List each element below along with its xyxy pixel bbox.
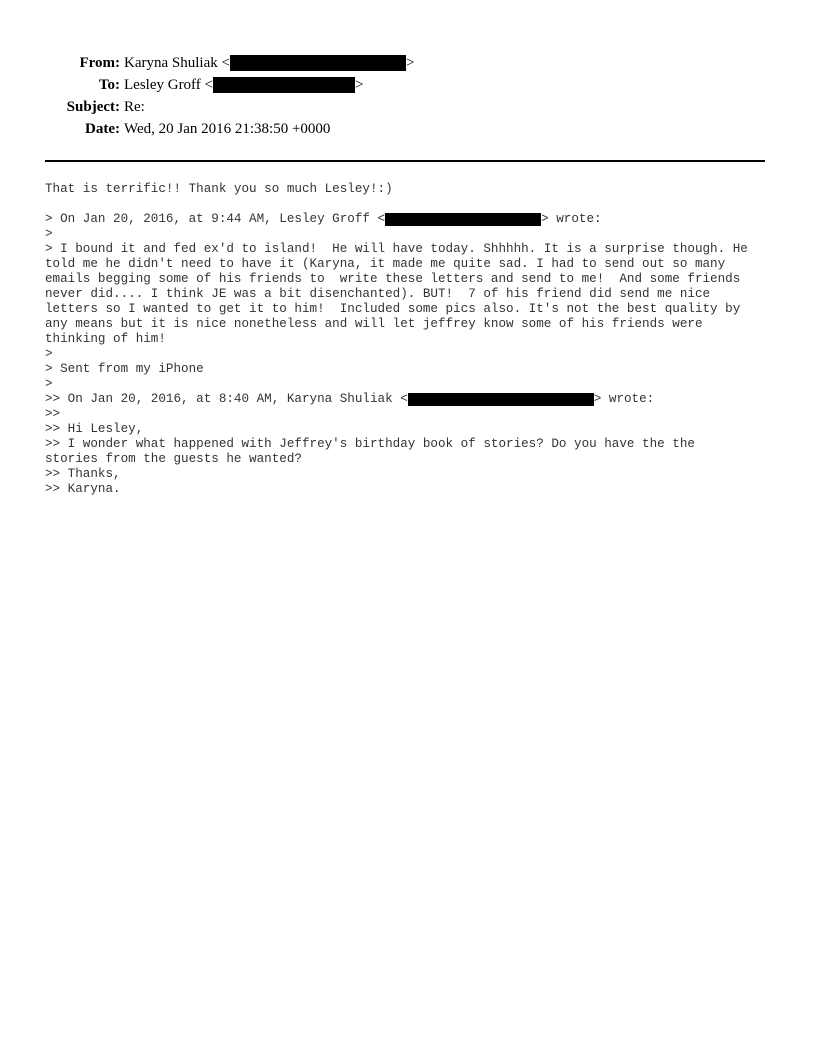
body-line: stories from the guests he wanted?	[45, 452, 302, 466]
body-line: >>	[45, 407, 61, 421]
email-header	[40, 52, 414, 140]
redaction-block	[213, 77, 355, 93]
to-value	[124, 74, 363, 96]
body-line: >	[45, 227, 53, 241]
email-body	[45, 182, 785, 497]
date-row	[40, 118, 414, 140]
date-value: Wed, 20 Jan 2016 21:38:50 +0000	[124, 121, 331, 137]
to-close: >	[355, 77, 364, 93]
header-divider	[45, 160, 765, 162]
quote-header-line	[45, 392, 785, 407]
subject-value: Re:	[124, 99, 145, 115]
from-name: Karyna Shuliak <	[124, 55, 230, 71]
body-line: >	[45, 347, 53, 361]
blank-line	[45, 197, 785, 212]
quote-header-text: >> On Jan 20, 2016, at 8:40 AM, Karyna Shuliak <	[45, 392, 408, 406]
quote-header-tail: > wrote:	[593, 392, 655, 406]
quote-header-text: > On Jan 20, 2016, at 9:44 AM, Lesley Groff <	[45, 212, 386, 226]
redaction-block	[408, 393, 594, 406]
body-line: >> I wonder what happened with Jeffrey's birthday book of stories? Do you have the the	[45, 437, 695, 451]
body-line: emails begging some of his friends to write these letters and send to me! And some friends	[45, 272, 741, 286]
from-close: >	[405, 55, 415, 71]
from-value	[124, 52, 414, 74]
quote-header-line	[45, 212, 785, 227]
date-label: Date:	[85, 121, 120, 137]
body-line: thinking of him!	[45, 332, 166, 346]
body-line: >> Thanks,	[45, 467, 121, 481]
redaction-block	[385, 213, 541, 226]
subject-row	[40, 96, 414, 118]
to-name: Lesley Groff <	[124, 77, 213, 93]
body-line: > I bound it and fed ex'd to island! He will have today. Shhhhh. It is a surprise though. He	[45, 242, 748, 256]
body-line: any means but it is nice nonetheless and will let jeffrey know some of his friends were	[45, 317, 703, 331]
body-line: That is terrific!! Thank you so much Lesley!:)	[45, 182, 393, 196]
body-line: told me he didn't need to have it (Karyna, it made me quite sad. I had to send out so many	[45, 257, 726, 271]
body-line: > Sent from my iPhone	[45, 362, 204, 376]
quote-header-tail: > wrote:	[541, 212, 602, 226]
subject-label: Subject:	[66, 99, 120, 115]
to-row	[40, 74, 414, 96]
body-line: >> Karyna.	[45, 482, 121, 496]
from-row	[40, 52, 414, 74]
body-line: never did.... I think JE was a bit disenchanted). BUT! 7 of his friend did send me nice	[45, 287, 711, 301]
redaction-block	[230, 55, 406, 71]
to-label: To:	[98, 77, 120, 93]
from-label: From:	[79, 55, 120, 71]
body-line: letters so I wanted to get it to him! Included some pics also. It's not the best quality by	[45, 302, 741, 316]
body-line: >	[45, 377, 53, 391]
body-line: >> Hi Lesley,	[45, 422, 144, 436]
